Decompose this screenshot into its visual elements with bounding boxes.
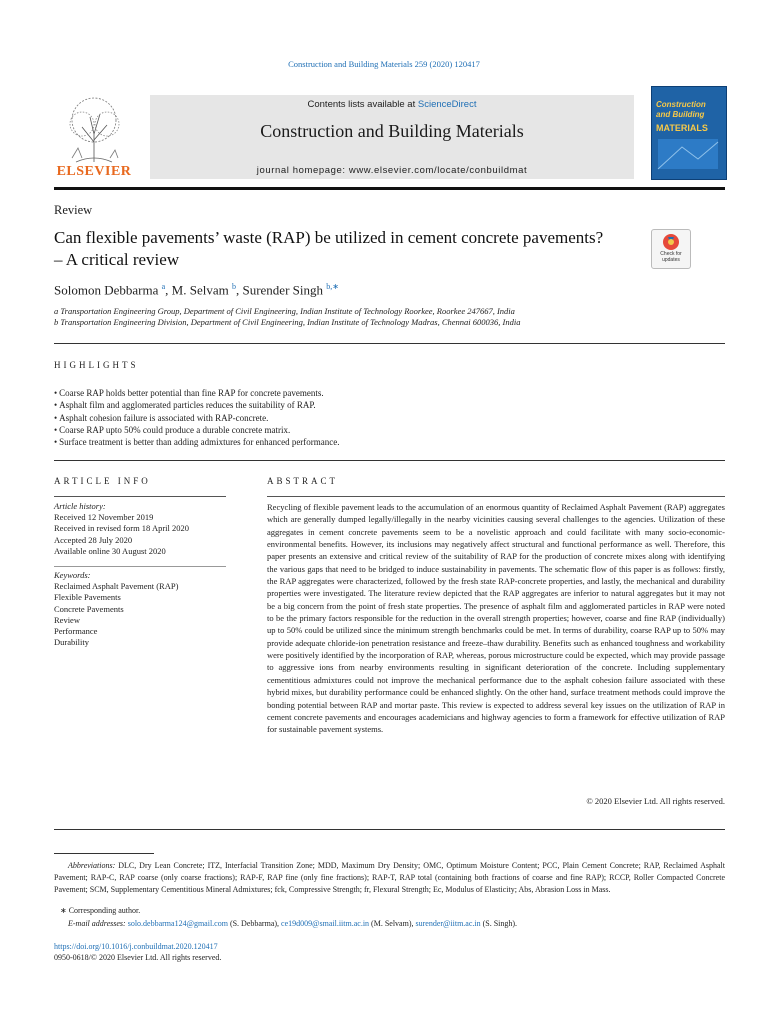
abbreviations-text: DLC, Dry Lean Concrete; ITZ, Interfacial Transition Zone; MDD, Maximum Dry Density; OMC, Optimum Moisture Content; PCC, Plain Cement Concrete; RAP, Reclaimed Asphalt Pavement; RAP-C, RAP coarse (only coarse fractions); RAP-F, RAP fine (only fine fractions); RAP-T, RAP total (containing both fractions of coarse and fine RAP); RCCP, Roller Compacted Concrete Pavement; SCM, Supplementary Cementitious Mineral Admixtures; fck, Compressive Strength; fr, Flexural Strength; Ec, Modulus of Elasticity; Abs, Abrasion Loss in Mass. xyxy=(54,861,725,895)
journal-name: Construction and Building Materials xyxy=(260,121,524,141)
author-name[interactable]: Surender Singh xyxy=(242,282,323,298)
check-for-updates-badge[interactable] xyxy=(651,229,691,269)
abstract-rule xyxy=(267,496,725,497)
email-owner: (M. Selvam), xyxy=(369,919,416,928)
journal-homepage-link[interactable]: journal homepage: www.elsevier.com/locate/conbuildmat xyxy=(256,165,528,176)
cover-title-line2: and Building xyxy=(656,109,705,119)
history-entry: Received 12 November 2019 xyxy=(54,512,154,523)
article-info-divider xyxy=(54,566,226,567)
journal-header xyxy=(150,95,634,179)
highlight-item: • Asphalt cohesion failure is associated with RAP-concrete. xyxy=(54,412,714,424)
abbreviations-label: Abbreviations: xyxy=(68,861,116,870)
doi-link[interactable]: https://doi.org/10.1016/j.conbuildmat.2020.120417 xyxy=(54,942,218,951)
email-link[interactable]: ce19d009@smail.iitm.ac.in xyxy=(281,919,370,928)
contents-prefix: Contents lists available at xyxy=(307,99,418,110)
keywords-label: Keywords: xyxy=(54,570,91,580)
keyword: Reclaimed Asphalt Pavement (RAP) xyxy=(54,581,179,592)
author-affil-mark[interactable]: a xyxy=(161,282,166,291)
section-divider xyxy=(54,460,725,461)
email-addresses xyxy=(68,919,517,928)
crossmark-text-2: updates xyxy=(662,256,680,263)
keyword: Review xyxy=(54,614,80,625)
highlights-list xyxy=(54,387,714,448)
email-link[interactable]: surender@iitm.ac.in xyxy=(415,919,481,928)
affiliation-a: a Transportation Engineering Group, Department of Civil Engineering, Indian Institute of Technology Roorkee, Roorkee 247667, India xyxy=(54,306,515,316)
crossmark-icon xyxy=(662,233,680,251)
highlight-item: • Asphalt film and agglomerated particles reduces the suitability of RAP. xyxy=(54,399,714,411)
highlight-item: • Surface treatment is better than adding admixtures for enhanced performance. xyxy=(54,436,714,448)
history-entry: Received in revised form 18 April 2020 xyxy=(54,523,190,534)
contents-line xyxy=(150,99,634,110)
cover-title xyxy=(656,100,722,119)
keyword: Performance xyxy=(54,626,98,637)
corresponding-author-note: ∗ Corresponding author. xyxy=(60,906,141,915)
crossmark-text-1: Check for xyxy=(660,251,682,257)
elsevier-wordmark[interactable]: ELSEVIER xyxy=(56,164,132,179)
article-title: Can flexible pavements’ waste (RAP) be utilized in cement concrete pavements? – A critical review xyxy=(54,228,604,269)
history-label: Article history: xyxy=(54,501,106,511)
author-name[interactable]: M. Selvam xyxy=(171,282,229,298)
article-history xyxy=(54,501,226,557)
history-entry: Accepted 28 July 2020 xyxy=(54,534,133,545)
email-label: E-mail addresses: xyxy=(68,919,126,928)
keyword: Flexible Pavements xyxy=(54,592,121,603)
crossmark-label xyxy=(652,252,690,263)
keyword: Concrete Pavements xyxy=(54,603,124,614)
email-link[interactable]: solo.debbarma124@gmail.com xyxy=(127,919,228,928)
keywords-block xyxy=(54,570,226,648)
abstract-heading: ABSTRACT xyxy=(267,476,339,486)
journal-citation[interactable]: Construction and Building Materials 259 (2020) 120417 xyxy=(288,59,480,69)
abbreviations-footnote xyxy=(54,860,725,897)
highlight-item: • Coarse RAP upto 50% could produce a durable concrete matrix. xyxy=(54,424,714,436)
history-entry: Available online 30 August 2020 xyxy=(54,545,166,556)
abstract-copyright: © 2020 Elsevier Ltd. All rights reserved. xyxy=(586,796,725,806)
author-affil-mark[interactable]: b,∗ xyxy=(326,282,339,291)
header-rule xyxy=(54,187,725,190)
journal-cover-thumbnail[interactable] xyxy=(651,86,727,180)
footer-rule xyxy=(54,829,725,830)
author-list: Solomon Debbarma $^a$, M. Selvam $^b$, Surender Singh $^{b,∗}$ xyxy=(54,282,339,298)
sciencedirect-link[interactable]: ScienceDirect xyxy=(417,99,477,110)
email-owner: (S. Debbarma), xyxy=(227,919,282,928)
email-owner: (S. Singh). xyxy=(480,919,518,928)
issn-line: 0950-0618/© 2020 Elsevier Ltd. All rights reserved. xyxy=(54,953,222,962)
cover-subtitle: MATERIALS xyxy=(656,123,708,133)
cover-title-line1: Construction xyxy=(656,100,706,109)
abstract-text: Recycling of flexible pavement leads to the accumulation of an enormous quantity of Reclaimed Asphalt Pavement (RAP) aggregates which are generally dumped legally/illegally in the nearby vicinities causing several challenges to the agencies. Utilization of these aggregates in cement concrete pavements seem to be a novelistic approach and could facilitate with many socio-economic-environmental benefits. However, its inclusions may negatively affect structural and functional performance as well. Therefore, this paper presents an extensive and critical review of the suitability of RAP for the production of concrete mixes along with identifying the various gaps that need to be bridged to induce sustainability in pavements. The schematic flow of this paper is as follows: firstly, the RAP aggregates were characterized, followed by the fresh state RAP-concrete properties, and lastly, the mechanical and durability properties were investigated. The literature review depicted that the RAP aggregates are inferior to natural aggregates but it may not be a big concern from the point of fresh state properties. The presence of asphalt film and agglomerated particles in RAP were noted to be the primary factors responsible for the reduction in the overall strength properties; however, coarse and fine RAP (individually) up to 50% could be utilized since the minimum strength benchmarks could be met. In terms of durability, coarse RAP up to 50% may provide adequate chloride-ion penetration resistance and freeze–thaw durability. Benefits such as enhanced toughness and workability were positively identified by the incorporation of RAP, whereas, porous microstructure could be expected, which may provide passage to aggressive ions from nearby environments resulting in significant deterioration of the concrete. Including supplementary cementitious admixtures could not improve the mechanical performance due to the asphalt cohesion failure associated with these hybrid mixes, but durability performance could be enhanced slightly. On the other hand, surface treatment methods could improve the bonding potential between RAP and mortar paste. This review is expected to address several key issues on the utilization of RAP in cement concrete pavements and encourages academicians and highway agencies to form a framework for effective utilization of RAP for sustainable pavement systems. xyxy=(267,502,725,735)
article-info-rule xyxy=(54,496,226,497)
highlights-heading: HIGHLIGHTS xyxy=(54,360,139,370)
affiliation-b: b Transportation Engineering Division, Department of Civil Engineering, Indian Institute of Technology Madras, Chennai 600036, India xyxy=(54,317,521,327)
highlight-item: • Coarse RAP holds better potential than fine RAP for concrete pavements. xyxy=(54,387,714,399)
author-affil-mark[interactable]: b xyxy=(231,282,236,291)
footnote-rule xyxy=(54,853,154,854)
keyword: Durability xyxy=(54,637,89,648)
article-type: Review xyxy=(54,203,93,217)
article-info-heading: ARTICLE INFO xyxy=(54,476,151,486)
section-divider xyxy=(54,343,725,344)
author-name[interactable]: Solomon Debbarma xyxy=(54,282,159,298)
